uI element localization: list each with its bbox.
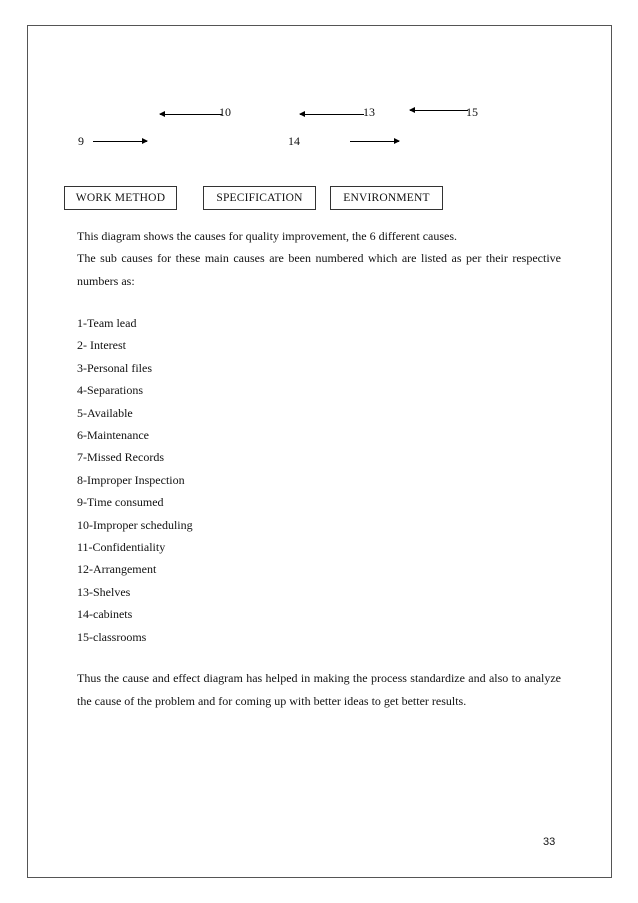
arrow-right-14: [350, 141, 399, 142]
intro-paragraph: The sub causes for these main causes are been numbered which are listed as per their respective numbers as:: [77, 251, 561, 288]
list-item: 1-Team lead: [77, 316, 137, 330]
arrow-left-13: [300, 114, 364, 115]
box-specification: SPECIFICATION: [203, 186, 316, 210]
arrow-left-15: [410, 110, 468, 111]
list-item: 2- Interest: [77, 338, 126, 353]
list-item: 7-Missed Records: [77, 450, 164, 465]
list-item: 15-classrooms: [77, 629, 147, 644]
list-item: 14-cabinets: [77, 607, 133, 622]
arrow-left-10: [160, 114, 222, 115]
causes-list: [77, 312, 193, 648]
list-item: 8-Improper Inspection: [77, 472, 185, 487]
list-item: 6-Maintenance: [77, 428, 149, 443]
intro-line-1: This diagram shows the causes for quality improvement, the 6 different causes.: [77, 229, 458, 243]
conclusion-paragraph: Thus the cause and effect diagram has helped in making the process standardize and also to analyze the cause of the problem and for coming up with better ideas to get better results.: [77, 671, 561, 708]
list-item: 4-Separations: [77, 383, 143, 398]
box-work-method: WORK METHOD: [64, 186, 177, 210]
cause-number-15: 15: [466, 105, 478, 119]
cause-number-13: 13: [363, 105, 375, 119]
list-item: 5-Available: [77, 405, 133, 420]
list-item: 10-Improper scheduling: [77, 517, 193, 532]
list-item: 9-Time consumed: [77, 495, 164, 510]
page-number: 33: [543, 836, 556, 848]
list-item: 12-Arrangement: [77, 562, 157, 577]
box-environment: ENVIRONMENT: [330, 186, 443, 210]
cause-number-9: 9: [78, 134, 84, 148]
list-item: 3-Personal files: [77, 360, 152, 375]
arrow-right-9: [93, 141, 147, 142]
cause-number-14: 14: [288, 134, 300, 148]
list-item: 13-Shelves: [77, 584, 131, 599]
cause-number-10: 10: [219, 105, 231, 119]
list-item: 11-Confidentiality: [77, 540, 166, 555]
